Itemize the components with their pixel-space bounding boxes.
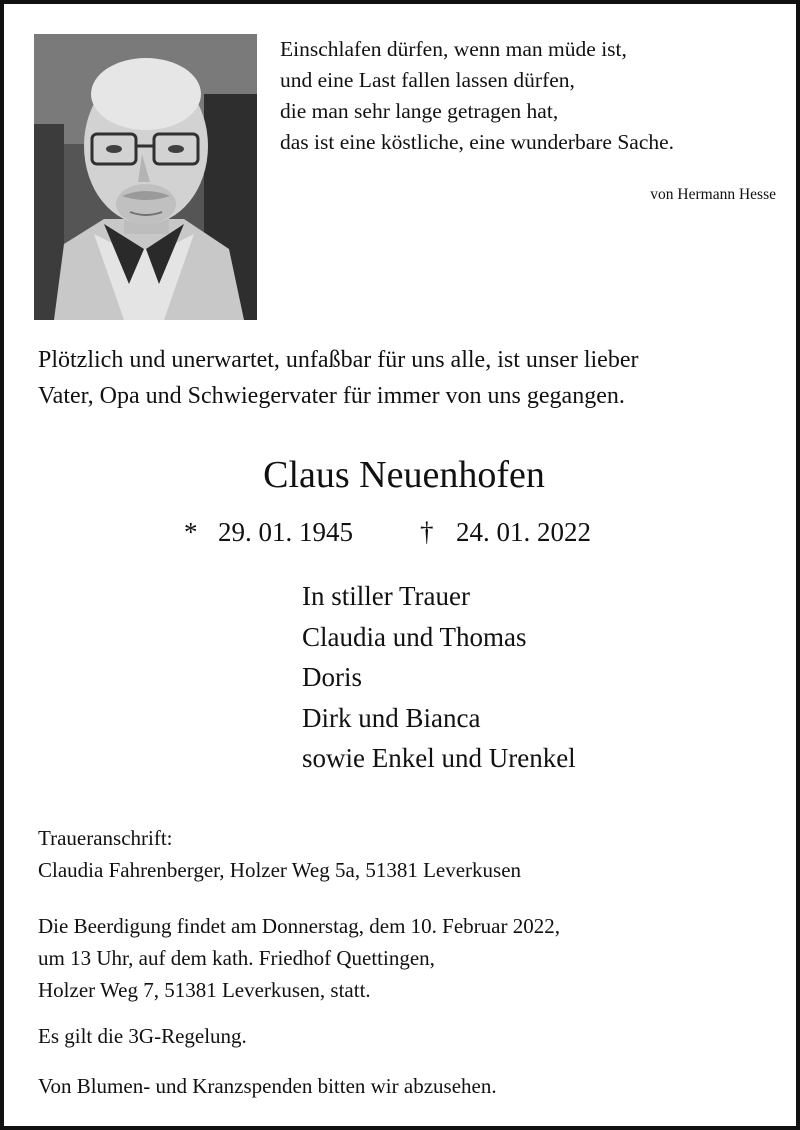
death-cross-icon: † xyxy=(420,517,434,547)
mourning-address xyxy=(38,822,778,886)
mourner-entry: Dirk und Bianca xyxy=(302,702,481,733)
mourners-list xyxy=(302,576,742,779)
funeral-line: Die Beerdigung findet am Donnerstag, dem 10. Februar 2022, xyxy=(38,914,560,938)
health-rule-note: Es gilt die 3G-Regelung. xyxy=(38,1024,247,1048)
intro-line: Vater, Opa und Schwiegervater für immer von uns gegangen. xyxy=(38,383,625,409)
death-date: 24. 01. 2022 xyxy=(456,517,591,547)
funeral-line: Holzer Weg 7, 51381 Leverkusen, statt. xyxy=(38,978,371,1002)
mourners-heading: In stiller Trauer xyxy=(302,581,470,611)
poem-line: das ist eine köstliche, eine wunderbare Sache. xyxy=(280,130,675,154)
intro-text xyxy=(38,342,783,414)
deceased-name: Claus Neuenhofen xyxy=(263,454,545,496)
poem-author: von Hermann Hesse xyxy=(650,186,776,203)
flowers-note: Von Blumen- und Kranzspenden bitten wir abzusehen. xyxy=(38,1074,497,1098)
birth-date: 29. 01. 1945 xyxy=(218,517,353,547)
mourner-entry: Doris xyxy=(302,662,362,692)
poem-line: und eine Last fallen lassen dürfen, xyxy=(280,68,575,92)
mourner-entry: Claudia und Thomas xyxy=(302,621,527,652)
mourner-entry: sowie Enkel und Urenkel xyxy=(302,743,576,773)
address-label: Traueranschrift: xyxy=(38,826,173,850)
intro-line: Plötzlich und unerwartet, unfaßbar für uns alle, ist unser lieber xyxy=(38,347,639,373)
funeral-details xyxy=(38,910,778,1006)
poem xyxy=(280,34,780,158)
poem-line: Einschlafen dürfen, wenn man müde ist, xyxy=(280,37,627,61)
poem-line: die man sehr lange getragen hat, xyxy=(280,99,559,123)
portrait-photo xyxy=(34,34,257,320)
address-value: Claudia Fahrenberger, Holzer Weg 5a, 51381 Leverkusen xyxy=(38,858,522,882)
life-dates xyxy=(184,514,644,554)
funeral-line: um 13 Uhr, auf dem kath. Friedhof Quettingen, xyxy=(38,946,435,970)
birth-star-icon: * xyxy=(184,517,198,547)
